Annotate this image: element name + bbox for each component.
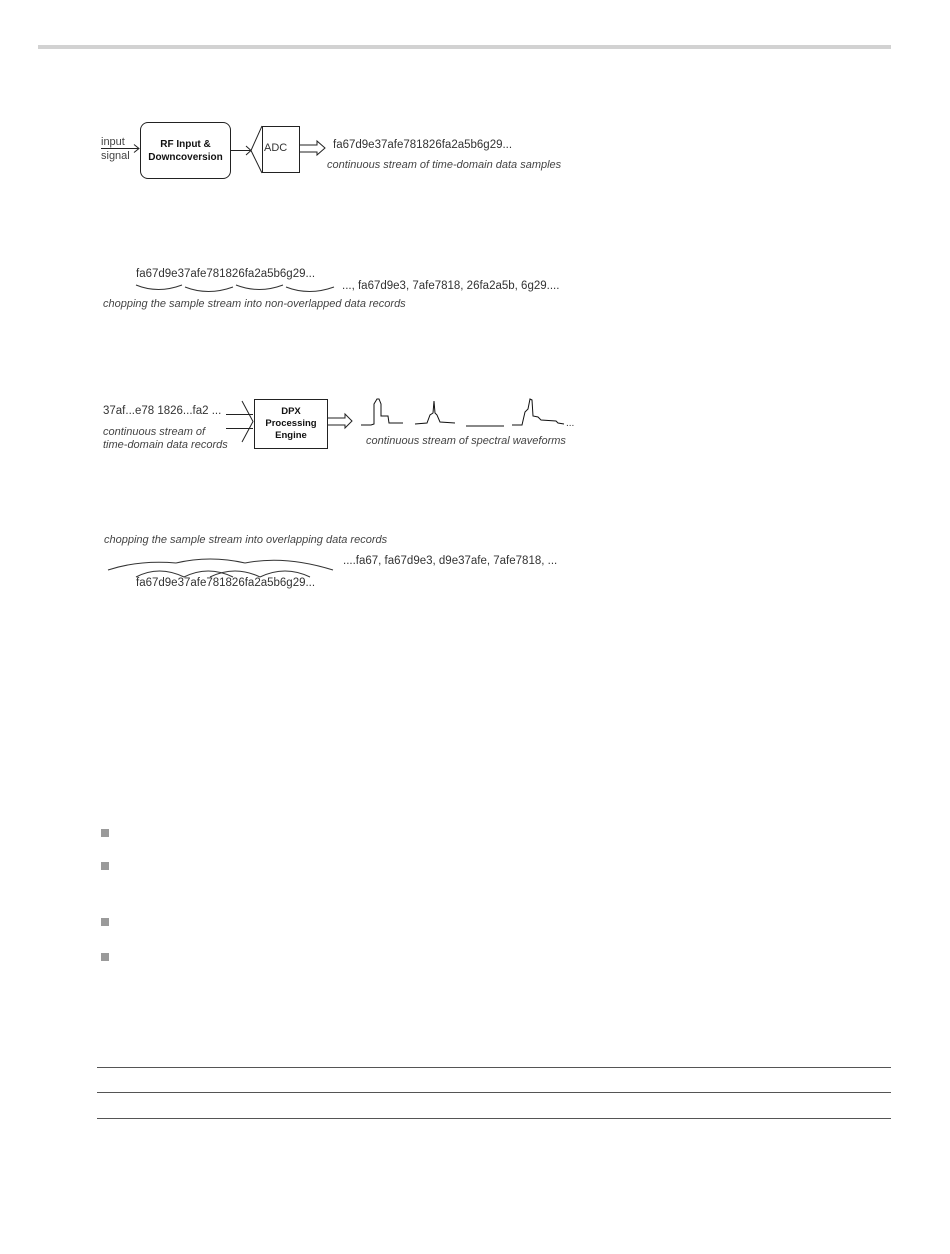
records-caption-line2: time-domain data records bbox=[103, 439, 228, 451]
table-rule-bottom bbox=[97, 1118, 891, 1119]
non-overlapped-records-text: ..., fa67d9e3, 7afe7818, 26fa2a5b, 6g29.... bbox=[342, 280, 560, 292]
spectral-waveform-4 bbox=[512, 399, 564, 425]
non-overlap-brackets bbox=[136, 285, 334, 292]
spectral-waveform-2 bbox=[415, 401, 455, 424]
waveform-ellipsis: ... bbox=[566, 418, 575, 429]
overlap-upper-bracket-2 bbox=[176, 559, 245, 563]
adc-label: ADC bbox=[264, 142, 288, 154]
sample-stream-text-2: fa67d9e37afe781826fa2a5b6g29... bbox=[136, 268, 316, 280]
bullet-marker-1 bbox=[101, 829, 109, 837]
data-records-stream: 37af...e78 1826...fa2 ... bbox=[103, 405, 222, 417]
records-to-dpx-arrow bbox=[226, 401, 253, 442]
stream-caption: continuous stream of time-domain data samples bbox=[327, 159, 562, 171]
overlap-lower-bracket-4 bbox=[260, 571, 310, 577]
dpx-label-line3: Engine bbox=[275, 430, 307, 441]
bullet-marker-2 bbox=[101, 862, 109, 870]
table-rule-middle bbox=[97, 1092, 891, 1093]
bullet-marker-3 bbox=[101, 918, 109, 926]
sample-stream-text-4: fa67d9e37afe781826fa2a5b6g29... bbox=[136, 577, 316, 589]
overlapping-caption: chopping the sample stream into overlapping data records bbox=[104, 534, 388, 546]
record-bracket-4 bbox=[286, 287, 334, 292]
record-bracket-2 bbox=[185, 287, 233, 292]
overlap-brackets bbox=[108, 559, 333, 577]
non-overlapped-caption: chopping the sample stream into non-overlapped data records bbox=[103, 298, 406, 310]
records-caption-line1: continuous stream of bbox=[103, 426, 206, 438]
dpx-output-arrow bbox=[328, 414, 352, 428]
overlap-upper-bracket-3 bbox=[245, 560, 333, 570]
table-rule-top bbox=[97, 1067, 891, 1068]
adc-output-arrow bbox=[300, 141, 325, 155]
record-bracket-1 bbox=[136, 285, 182, 290]
spectral-waveforms-caption: continuous stream of spectral waveforms bbox=[366, 435, 566, 447]
rf-to-adc-arrow bbox=[231, 146, 251, 155]
overlapping-records-text: ....fa67, fa67d9e3, d9e37afe, 7afe7818, ... bbox=[343, 555, 558, 567]
signal-label: signal bbox=[101, 150, 130, 162]
rf-block-label-line1: RF Input & bbox=[160, 138, 211, 150]
rf-block-label-line2: Downcoversion bbox=[148, 151, 223, 163]
bullet-marker-4 bbox=[101, 953, 109, 961]
sample-stream-text: fa67d9e37afe781826fa2a5b6g29... bbox=[333, 139, 513, 151]
dpx-label-line2: Processing bbox=[265, 418, 317, 429]
spectral-waveform-1 bbox=[361, 399, 403, 425]
input-arrow bbox=[101, 145, 139, 153]
record-bracket-3 bbox=[236, 285, 283, 290]
adc-input-triangle bbox=[251, 126, 262, 173]
overlap-upper-bracket-1 bbox=[108, 562, 176, 570]
spectral-waveforms bbox=[361, 399, 564, 426]
overlap-lower-bracket-1 bbox=[136, 571, 184, 577]
input-label: input bbox=[101, 136, 125, 148]
dpx-label-line1: DPX bbox=[281, 406, 301, 417]
